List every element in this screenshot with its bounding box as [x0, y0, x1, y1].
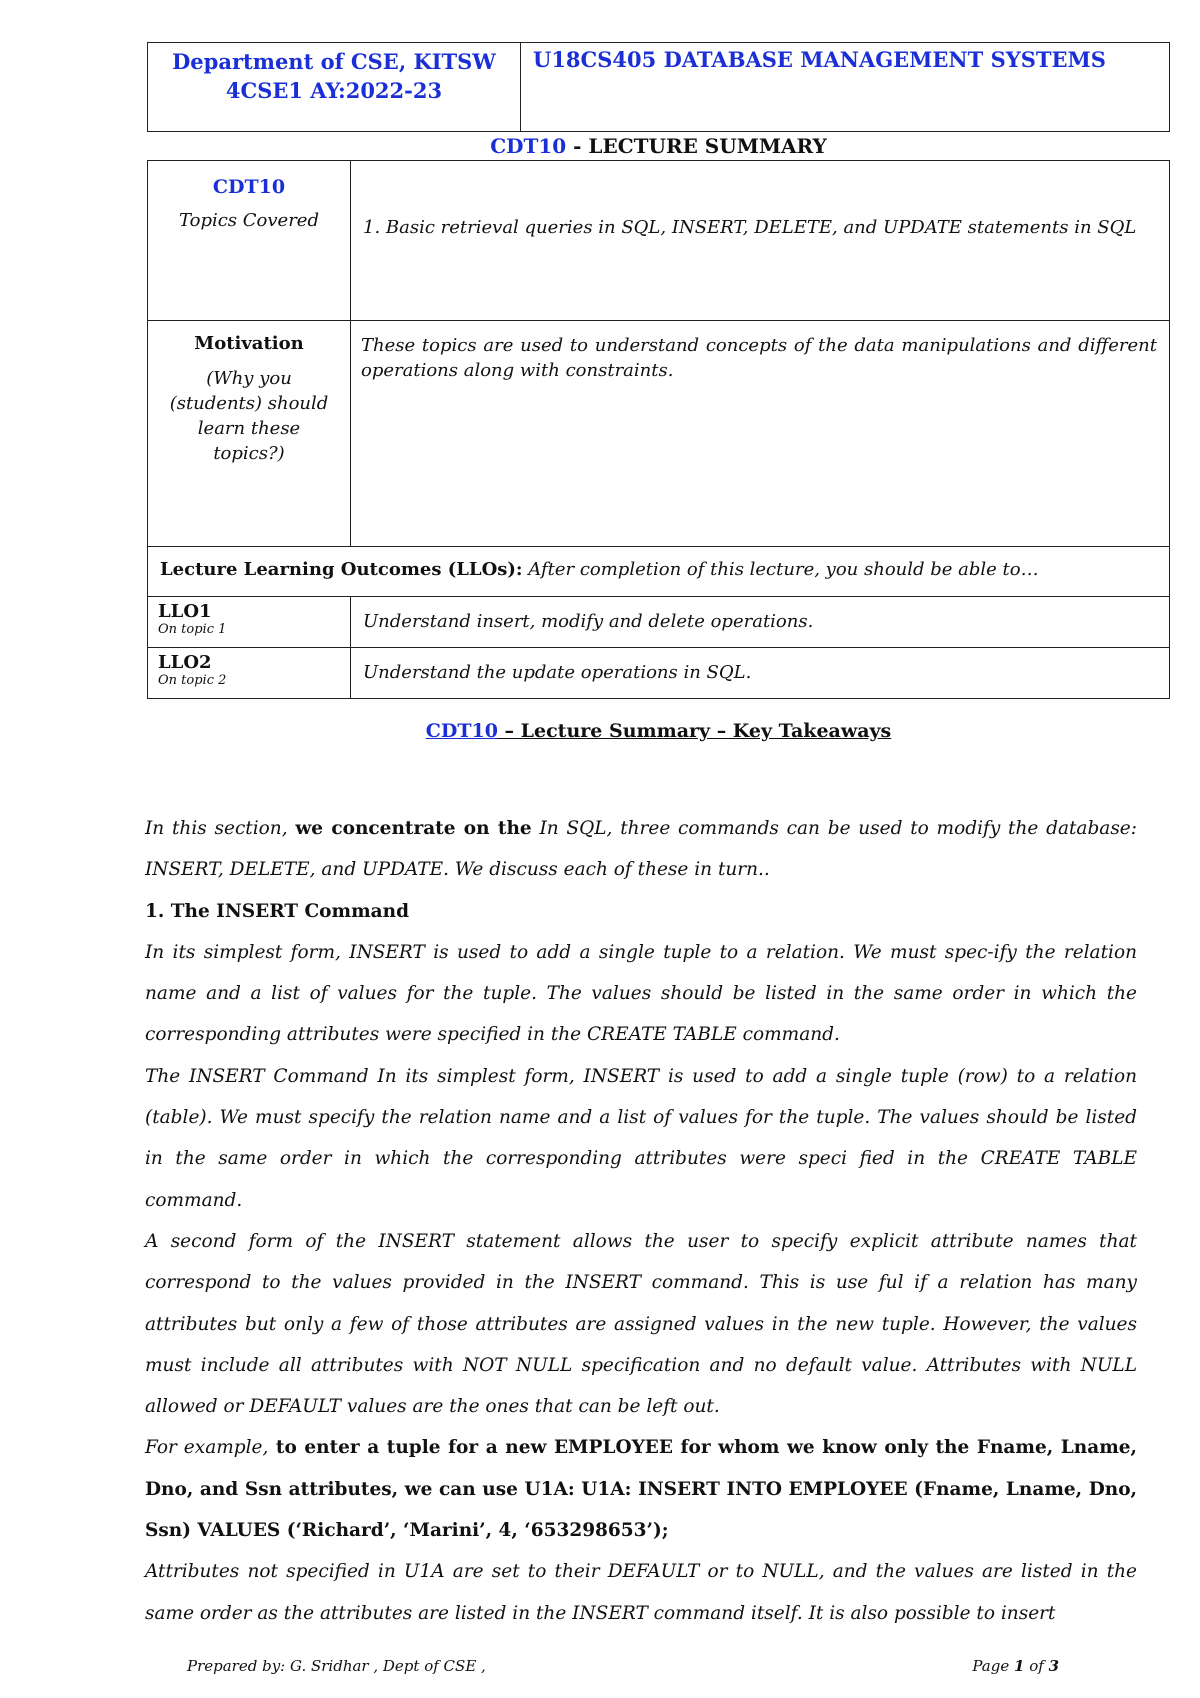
llo-row	[148, 597, 1170, 648]
class-year: 4CSE1 AY:2022-23	[225, 78, 443, 103]
header-box	[147, 42, 1170, 132]
llo-id: LLO1	[158, 601, 212, 622]
intro-bold: we concentrate on the	[295, 818, 532, 839]
page-footer	[187, 1657, 1059, 1675]
key-takeaways-title	[147, 720, 1170, 742]
summary-table	[147, 160, 1170, 699]
llo-header-bold: Lecture Learning Outcomes (LLOs):	[160, 559, 523, 580]
llo-text: Understand insert, modify and delete operations.	[351, 597, 1170, 648]
intro-text: In this section,	[145, 818, 296, 839]
page-total: 3	[1048, 1657, 1059, 1675]
llo-topic: On topic 2	[158, 673, 227, 688]
llo-header-row	[148, 547, 1170, 597]
llo-header-italic: After completion of this lecture, you should be able to…	[522, 559, 1039, 580]
llo-text: Understand the update operations in SQL.	[351, 648, 1170, 699]
topics-label: Topics Covered	[179, 210, 319, 231]
summary-title-text: - LECTURE SUMMARY	[566, 134, 827, 158]
topics-label-cell	[148, 161, 351, 321]
topics-row	[148, 161, 1170, 321]
summary-code: CDT10	[490, 134, 567, 158]
paragraph: In its simplest form, INSERT is used to add a single tuple to a relation. We must spec-ify the relation name and a list of values for the tuple. The values should be listed in the same order in which the corresponding attributes were specified in the CREATE TABLE command.	[145, 941, 1137, 1046]
key-takeaways-text: – Lecture Summary – Key Takeaways	[497, 720, 892, 742]
motivation-label: Motivation	[194, 333, 304, 354]
motivation-label-cell	[148, 321, 351, 547]
lecture-body	[145, 808, 1137, 1634]
department-name: Department of CSE, KITSW	[172, 49, 496, 74]
llo-id-cell	[148, 648, 351, 699]
paragraph: Attributes not specified in U1A are set to their DEFAULT or to NULL, and the values are listed in the same order as the attributes are listed in the INSERT command itself. It is also possible to insert	[145, 1561, 1137, 1624]
motivation-text: These topics are used to understand concepts of the data manipulations and different operations along with constraints.	[351, 321, 1170, 547]
example-paragraph	[145, 1427, 1137, 1551]
llo-topic: On topic 1	[158, 622, 227, 637]
page-current: 1	[1014, 1657, 1025, 1675]
intro-paragraph	[145, 808, 1137, 891]
llo-id: LLO2	[158, 652, 212, 673]
topics-code: CDT10	[212, 176, 286, 198]
topics-text: 1. Basic retrieval queries in SQL, INSERT, DELETE, and UPDATE statements in SQL	[351, 161, 1170, 321]
insert-heading: 1. The INSERT Command	[145, 900, 410, 922]
llo-id-cell	[148, 597, 351, 648]
motivation-row	[148, 321, 1170, 547]
example-bold: to enter a tuple for a new EMPLOYEE for whom we know only the Fname, Lname, Dno, and Ssn attributes, we can use U1A: U1A: INSERT INTO EMPLOYEE (Fname, Lname, Dno, Ssn) VALUES (‘Richard’, ‘Marini’, 4, ‘653298653’);	[145, 1437, 1137, 1542]
paragraph: A second form of the INSERT statement allows the user to specify explicit attribute names that correspond to the values provided in the INSERT command. This is use ful if a relation has many attributes but only a few of those attributes are assigned values in the new tuple. However, the values must include all attributes with NOT NULL specification and no default value. Attributes with NULL allowed or DEFAULT values are the ones that can be left out.	[145, 1230, 1137, 1418]
prepared-by: Prepared by: G. Sridhar , Dept of CSE ,	[187, 1657, 486, 1675]
example-label: For example,	[145, 1437, 269, 1459]
page-of: of	[1024, 1657, 1049, 1675]
llo-header-cell	[148, 547, 1170, 597]
key-takeaways-code: CDT10	[425, 720, 498, 742]
llo-row	[148, 648, 1170, 699]
department-cell	[148, 43, 521, 131]
page-label: Page	[972, 1657, 1014, 1675]
lecture-summary-title	[147, 134, 1170, 158]
paragraph: The INSERT Command In its simplest form, INSERT is used to add a single tuple (row) to a relation (table). We must specify the relation name and a list of values for the tuple. The values should be listed in the same order in which the corresponding attributes were speci fied in the CREATE TABLE command.	[145, 1065, 1137, 1211]
intro-text-rest: In SQL, three commands can be used to modify the database: INSERT, DELETE, and UPDATE. We discuss each of these in turn..	[145, 818, 1137, 881]
motivation-sub: (Why you (students) should learn these topics?)	[169, 368, 329, 464]
course-title: U18CS405 DATABASE MANAGEMENT SYSTEMS	[533, 47, 1106, 72]
page-number	[972, 1657, 1059, 1675]
